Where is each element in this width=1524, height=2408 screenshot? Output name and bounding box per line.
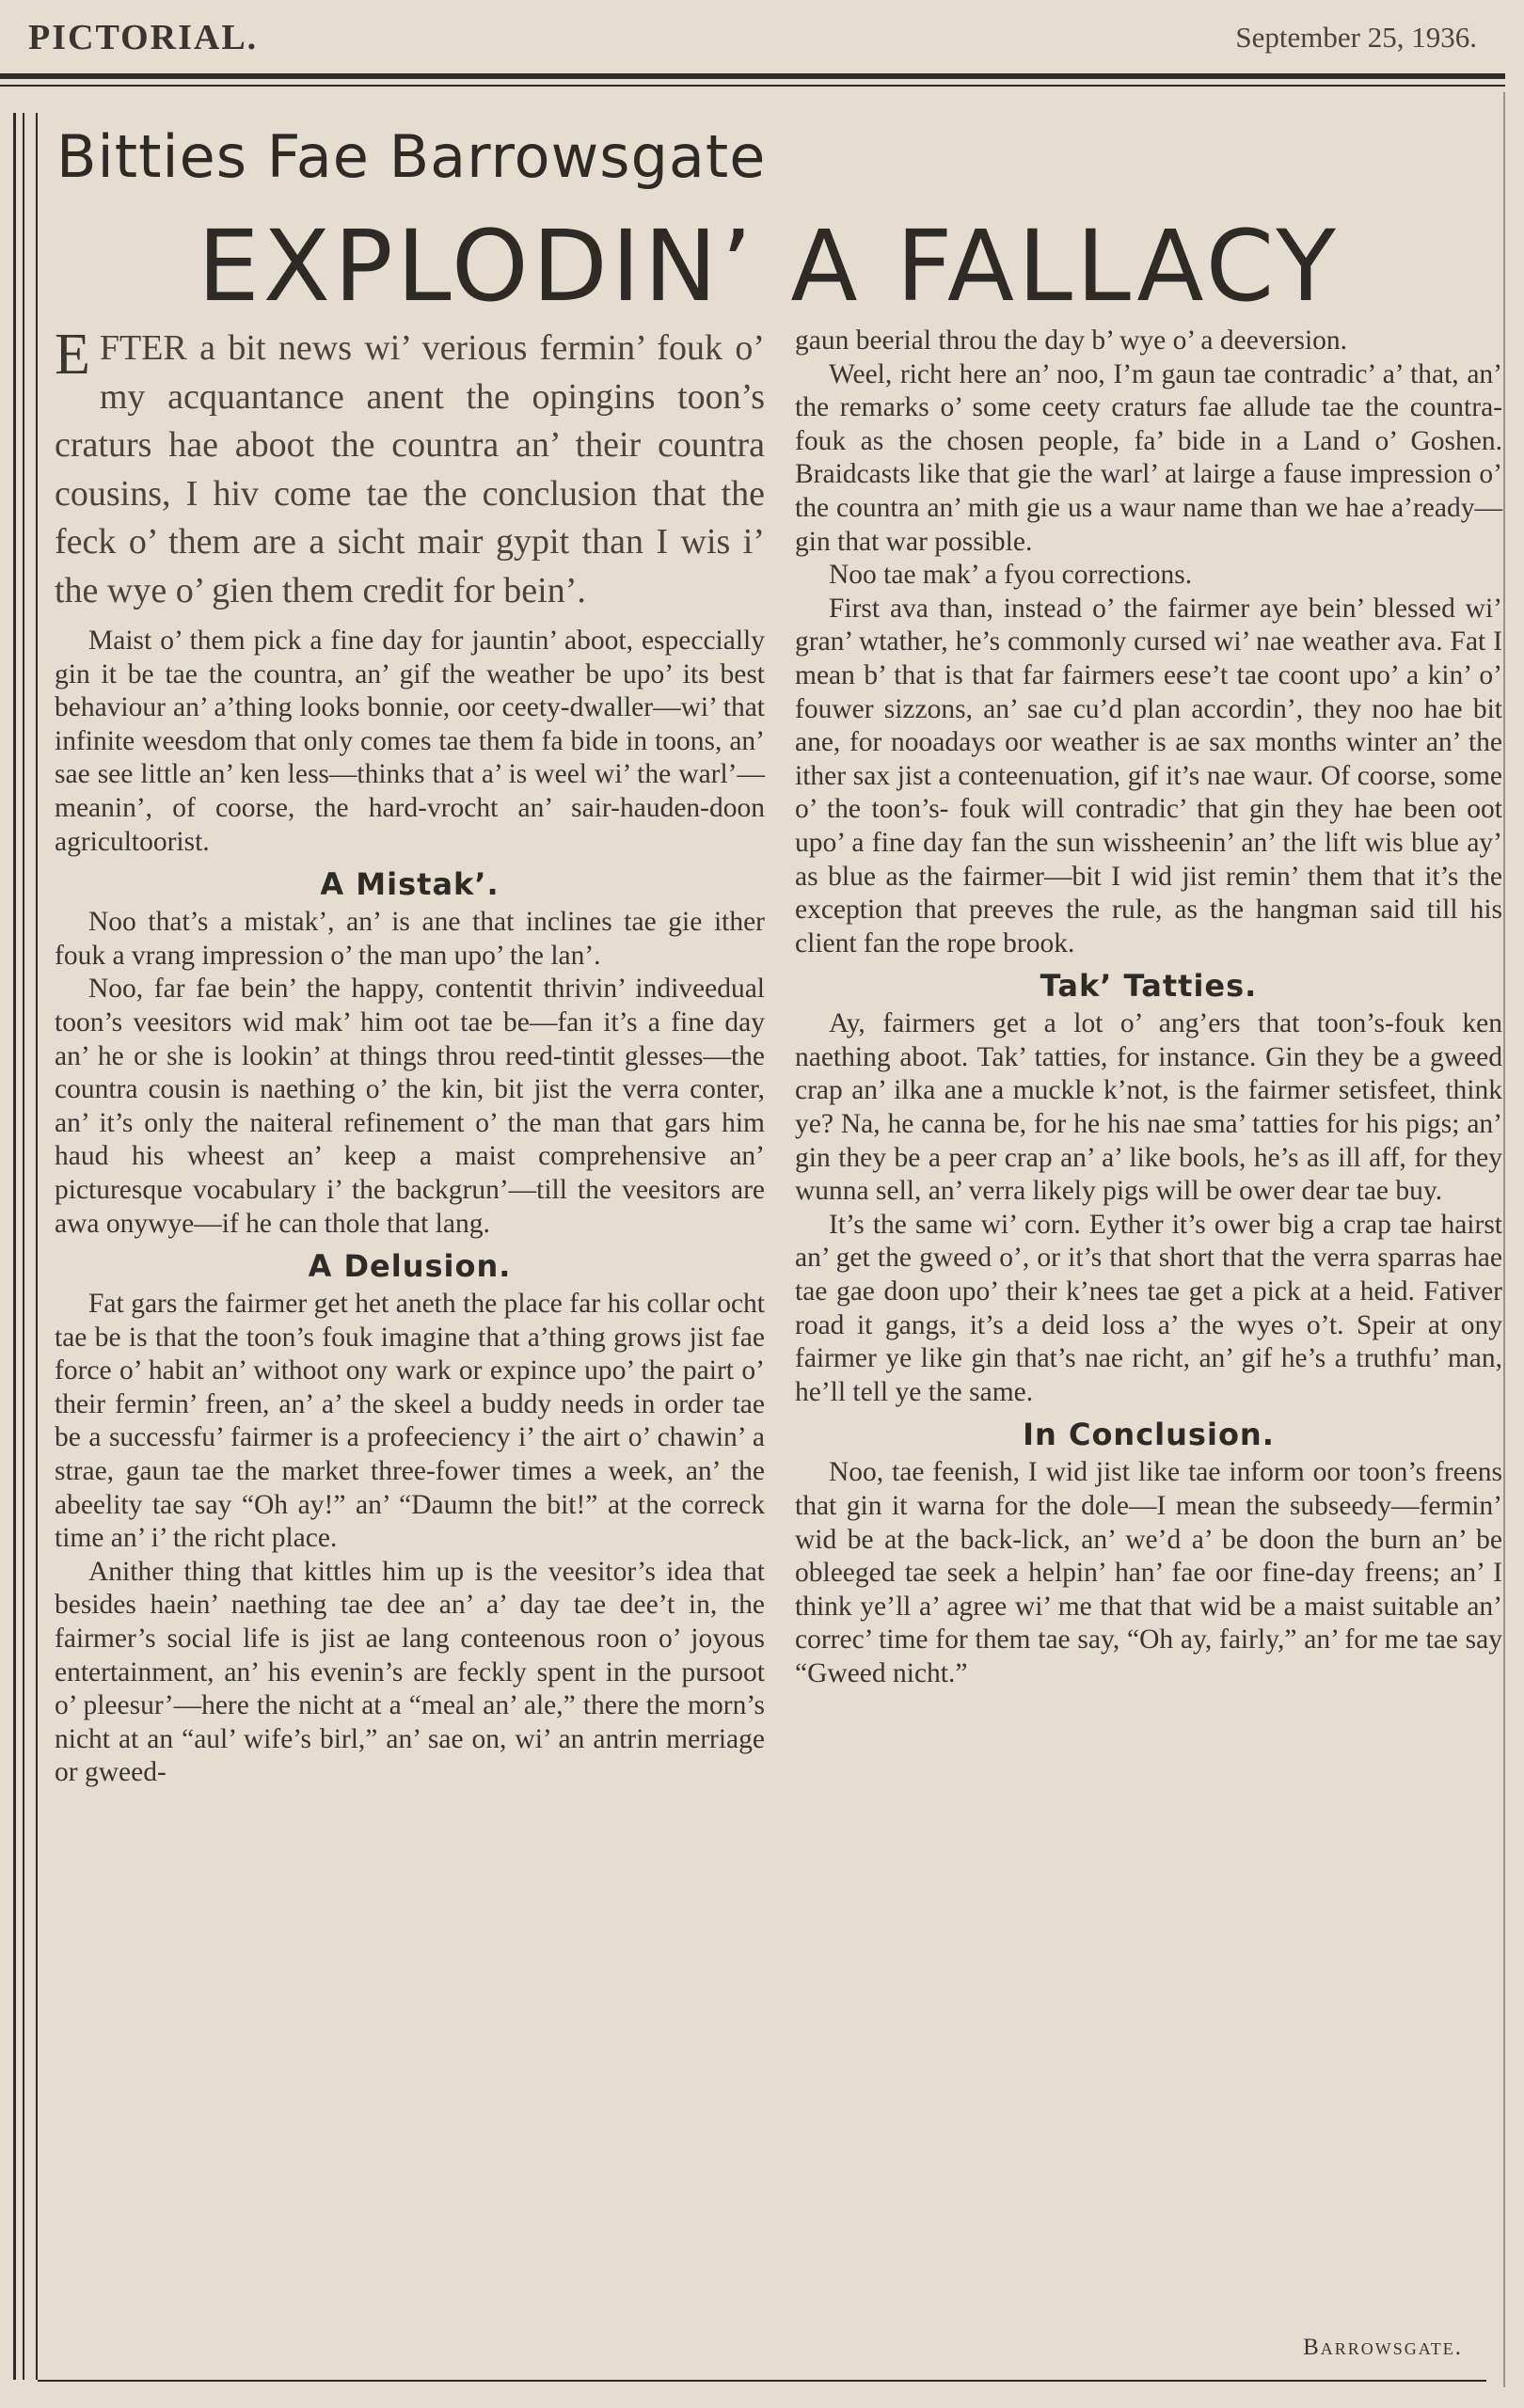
section-heading: A Delusion. xyxy=(308,1248,512,1285)
paragraph: Noo, tae feenish, I wid jist like tae inform oor toon’s freens that gin it warna for the dole—I mean the subseedy—fermin’ wid be at the back-lick, an’ we’d a’ be doon the burn an’ be obleeged tae seek a helpin’ han’ fae oor fine-day freens; an’ I think ye’ll a’ agree wi’ me that that wid be a maist suitable an’ correc’ time for them tae say, “Oh ay, fairly,” an’ for me tae say “Gweed nicht.” xyxy=(795,1457,1502,1688)
article-column-right xyxy=(795,325,1502,1691)
paragraph: gaun beerial throu the day b’ wye o’ a deeversion. xyxy=(795,325,1348,356)
section-heading: Tak’ Tatties. xyxy=(1040,968,1258,1005)
paragraph: Ay, fairmers get a lot o’ ang’ers that toon’s-fouk ken naething aboot. Tak’ tatties, for instance. Gin they be a gweed crap an’ ilka ane a muckle k’not, is the fairmer setisfeet, think ye? Na, he canna be, for he his nae sma’ tatties for his pigs; an’ gin they be a peer crap an’ a’ like bools, he’s as ill aff, for they wunna sell, an’ verra likely pigs will be ower dear tae buy. xyxy=(795,1008,1502,1207)
drop-cap: E xyxy=(55,323,90,387)
article-column-left xyxy=(55,325,765,1790)
right-edge xyxy=(1503,92,1505,2387)
masthead-date: September 25, 1936. xyxy=(1235,21,1477,54)
paragraph: Maist o’ them pick a fine day for jauntin’ aboot, especcially gin it be tae the countra, an’ gif the weather be upo’ its best behaviour an’ a’thing looks bonnie, oor ceety-dwaller—wi’ that infinite weesdom that only comes tae them fa bide in toons, an’ sae see little an’ ken less—thinks that a’ is weel wi’ the warl’—meanin’, of coorse, the hard-vrocht an’ sair-hauden-doon agricultoorist. xyxy=(55,626,765,857)
lead-text: FTER a bit news wi’ verious fermin’ fouk o’ my acquantance anent the opingins toon’s craturs hae aboot the countra an’ their countra cousins, I hiv come tae the conclusion that the feck o’ them are a sicht mair gypit than I wis i’ the wye o’ gien them credit for bein’. xyxy=(55,328,765,610)
paragraph: It’s the same wi’ corn. Eyther it’s ower big a crap tae hairst an’ get the gweed o’, or it’s that short that the verra sparras hae tae gae doon upo’ their k’nees tae get a pick at a heid. Fativer road it gangs, it’s a deid loss a’ the wyes o’t. Speir at ony fairmer ye like gin that’s nae richt, an’ gif he’s a truthfu’ man, he’ll tell ye the same. xyxy=(795,1209,1502,1407)
paragraph: Noo that’s a mistak’, an’ is ane that inclines tae gie ither fouk a vrang impression o’ the man upo’ the lan’. xyxy=(55,907,765,971)
paragraph: Fat gars the fairmer get het aneth the place far his collar ocht tae be is that the toon’s fouk imagine that a’thing grows jist fae force o’ habit an’ withoot ony wark or expince upo’ the pairt o’ their fermin’ freen, an’ a’ the skeel a buddy needs in order tae be a successfu’ fairmer is a profeeciency i’ the airt o’ chawin’ a strae, gaun tae the market three-fower times a week, an’ the abeelity tae say “Oh ay!” an’ “Daumn the bit!” at the correck time an’ i’ the richt place. xyxy=(55,1289,765,1554)
left-rule xyxy=(23,113,24,2380)
paragraph: Noo tae mak’ a fyou corrections. xyxy=(829,560,1193,591)
paragraph: Noo, far fae bein’ the happy, contentit thrivin’ indiveedual toon’s veesitors wid mak’ him oot tae be—fan it’s a fine day an’ he or she is lookin’ at things throu reed-tintit glesses—the countra cousin is naething o’ the kin, bit jist the verra conter, an’ it’s only the naiteral refinement o’ the man that gars him haud his wheest an’ keep a maist comprehensive an’ picturesque vocabulary i’ the backgrun’—till the veesitors are awa onywye—if he can thole that lang. xyxy=(55,974,765,1239)
lead-paragraph xyxy=(55,325,765,615)
headline-kicker: Bitties Fae Barrowsgate xyxy=(56,122,767,191)
section-heading: A Mistak’. xyxy=(320,866,500,903)
masthead-name: PICTORIAL. xyxy=(28,18,259,57)
paragraph: Anither thing that kittles him up is the veesitor’s idea that besides haein’ naething tae dee an’ a’ day tae dee’t in, the fairmer’s social life is jist ae lang conteenous roon o’ joyous entertainment, an’ his evenin’s are feckly spent in the pursoot o’ pleesur’—here the nicht at a “meal an’ ale,” there the morn’s nicht at an “aul’ wife’s birl,” an’ sae on, wi’ an antrin merriage or gweed- xyxy=(55,1556,765,1788)
paragraph: Weel, richt here an’ noo, I’m gaun tae contradic’ a’ that, an’ the remarks o’ some ceety craturs fae allude tae the countra-fouk as the chosen people, fa’ bide in a Land o’ Goshen. Braidcasts like that gie the warl’ at lairge a fause impression o’ the countra an’ mith gie us a waur name than we hae a’ready—gin that war possible. xyxy=(795,358,1502,557)
headline-title: EXPLODIN’ A FALLACY xyxy=(198,209,1340,324)
left-rule xyxy=(36,113,38,2380)
top-rule-thick xyxy=(0,73,1505,79)
paragraph: First ava than, instead o’ the fairmer aye bein’ blessed wi’ gran’ wtather, he’s commonly cursed wi’ nae weather ava. Fat I mean b’ that is that far fairmers eese’t tae coont upo’ a kin’ o’ fouwer sizzons, an’ sae cu’d plan accordin’, they noo hae bit ane, for nooadays oor weather is ae sax months winter an’ the ither sax jist a conteenuation, gif it’s nae waur. Of coorse, some o’ the toon’s- fouk will contradic’ that gin they hae been oot upo’ a fine day fan the sun wissheenin’ an’ the lift wis blue ay’ as blue as the fairmer—bit I wid jist remin’ them that it’s the exception that preeves the rule, as the hangman said till his client fan the rope brook. xyxy=(795,593,1502,958)
author-signature: Barrowsgate. xyxy=(1303,2335,1463,2360)
bottom-rule xyxy=(38,2380,1486,2382)
section-heading: In Conclusion. xyxy=(1023,1417,1275,1453)
top-rule-thin xyxy=(0,85,1505,87)
left-rule xyxy=(13,113,16,2380)
